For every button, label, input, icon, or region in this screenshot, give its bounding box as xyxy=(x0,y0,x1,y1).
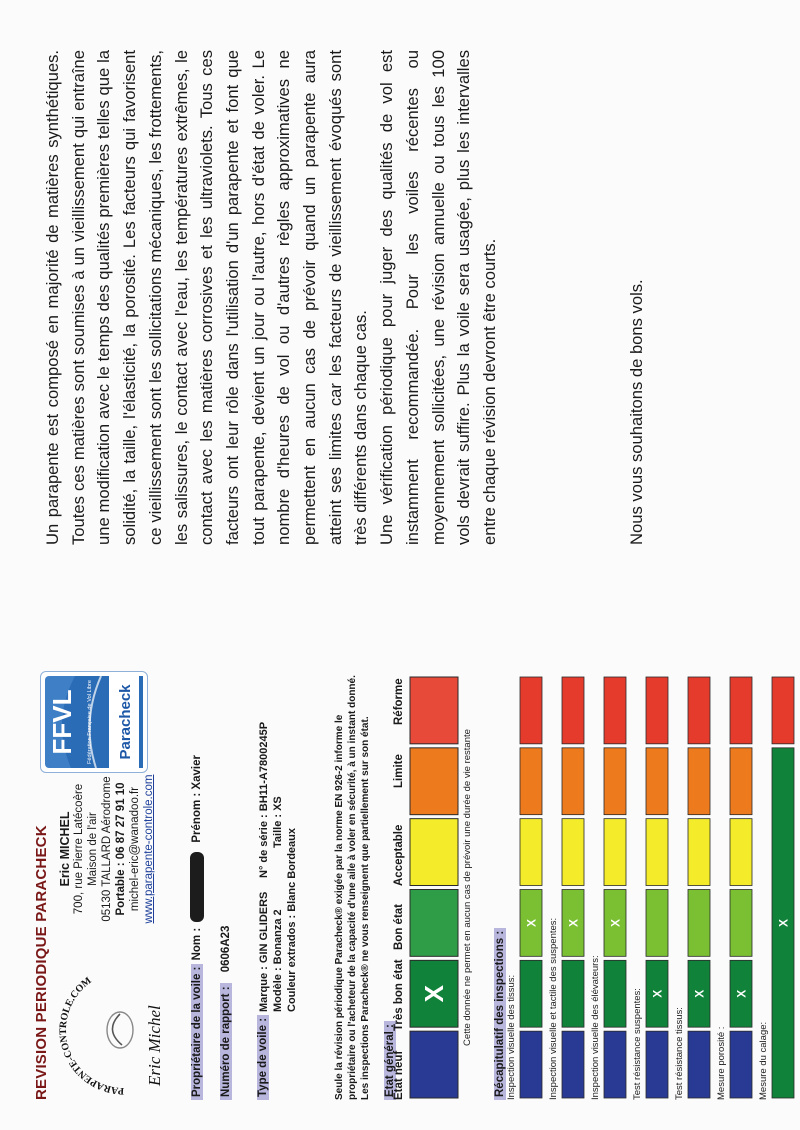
address-line2: Maison de l'air xyxy=(87,812,99,886)
inspection-segment-4 xyxy=(688,819,710,886)
inspection-segment-6 xyxy=(520,677,542,744)
notice-text: Seule la révision périodique Paracheck® exigée par la norme EN 926-2 informe le propriétaire ou l'acheteur de la capacité d'une aile à voler en sécurité, à un instant donné. Les inspections Paracheck® ne vous renseignent que partiellement sur son état. xyxy=(334,675,371,1100)
inspection-selected-mark: X xyxy=(524,918,539,927)
inspection-segment-6 xyxy=(688,677,710,744)
inspection-segment-6 xyxy=(730,677,752,744)
general-state-label: Etat général : xyxy=(380,1021,398,1100)
wing-model: Modèle : Bonanza 2 xyxy=(272,909,284,1012)
address-email: michel-eric@wanadoo.fr xyxy=(129,786,141,912)
paracheck-brand: Paracheck xyxy=(117,684,134,760)
address-website: www.parapente-controle.com xyxy=(143,774,155,924)
inspection-segment-1 xyxy=(520,1031,542,1098)
inspection-segment-1 xyxy=(562,1031,584,1098)
body-paragraph: Un parapente est composé en majorité de matières synthétiques. Toutes ces matières sont soumises à un vieillissement qui entraîne une modification avec le temps des qualités premières telles que la solidité, la taille, l'élasticité, la porosité. Les facteurs qui favorisent ce vieillissement sont les sollicitations mécaniques, les frottements, les salissures, le contact avec l'eau, les températures extrêmes, le contact avec les matières corrosives et les ultraviolets. Tous ces facteurs ont leur rôle dans l'utilisation d'un parapente et font que tout parapente, devient un jour ou l'autre, hors d'état de voler. Le nombre d'heures de vol ou d'autres règles approximatives ne permettent en aucun cas de prévoir quand un parapente aura atteint ses limites car les facteurs de vieillissement évoqués sont très différents dans chaque cas. xyxy=(43,50,371,545)
inspection-segment-5 xyxy=(646,748,668,815)
recap-label: Récapitulatif des inspections : xyxy=(490,928,508,1100)
inspection-segment-3 xyxy=(688,890,710,957)
wing-serial-info xyxy=(257,722,285,878)
general-segment-3 xyxy=(410,890,458,957)
inspection-label: Inspection visuelle et tactile des suspentes: xyxy=(548,917,559,1100)
ffvl-acronym: FFVL xyxy=(47,689,77,755)
inspection-selected-mark: X xyxy=(650,989,665,998)
owner-line xyxy=(190,755,204,1100)
inspection-segment-4 xyxy=(646,819,668,886)
owner-nom-label: Nom : xyxy=(191,927,204,961)
inspection-segment-4 xyxy=(730,819,752,886)
controle-stamp-icon xyxy=(54,960,174,1100)
general-segment-4 xyxy=(410,819,458,886)
level-header: Réforme xyxy=(393,678,405,725)
owner-label: Propriétaire de la voile : xyxy=(191,964,203,1100)
general-state-headers xyxy=(393,675,407,1100)
inspection-segment-5 xyxy=(562,748,584,815)
inspection-label: Mesure du calage: xyxy=(758,1021,769,1100)
inspection-selected-mark: X xyxy=(776,918,791,927)
inspection-label: Inspection visuelle des tissus: xyxy=(506,974,517,1100)
report-number: 0606A23 xyxy=(220,925,232,973)
level-header: Bon état xyxy=(393,904,405,950)
inspection-bar xyxy=(770,675,796,1100)
inspection-label: Test résistance tissus: xyxy=(674,1007,685,1100)
inspection-segment-2 xyxy=(562,960,584,1027)
general-state-note: Cette donnée ne permet en aucun cas de prévoir une durée de vie restante xyxy=(462,729,473,1046)
inspection-segment-6 xyxy=(604,677,626,744)
wing-type-label: Type de voile : xyxy=(257,1015,269,1100)
report-line xyxy=(220,926,232,1100)
level-header: Acceptable xyxy=(393,824,405,886)
inspection-segment-6 xyxy=(646,677,668,744)
wing-size: Taille : XS xyxy=(272,796,284,848)
report-label: Numéro de rapport : xyxy=(220,983,232,1100)
address-block xyxy=(58,774,156,924)
address-name: Eric MICHEL xyxy=(58,811,72,887)
inspection-segment-3 xyxy=(730,890,752,957)
inspection-segment-4 xyxy=(520,819,542,886)
inspection-label: Test résistance suspentes: xyxy=(632,988,643,1100)
inspection-segment-1 xyxy=(688,1031,710,1098)
level-header: Très bon état xyxy=(393,959,405,1031)
inspection-segment-4 xyxy=(604,819,626,886)
stamp-text: PARAPENTE-CONTROLE.COM xyxy=(57,975,125,1097)
inspection-segment-2 xyxy=(772,677,794,744)
body-paragraph: Une vérification périodique pour juger des qualités de vol est instamment recommandée. Pour les voiles récentes ou moyennement sollicitées, une révision annuelle ou tous les 100 vols devrait suffire. Plus la voile sera usagée, plus les intervalles entre chaque révision devront être courts. xyxy=(377,50,499,545)
inspection-label: Inspection visuelle des élévateurs: xyxy=(590,955,601,1100)
inspection-segment-6 xyxy=(562,677,584,744)
inspection-bar xyxy=(644,675,670,1100)
document-title: REVISION PERIODIQUE PARACHECK xyxy=(33,825,50,1100)
inspection-segment-5 xyxy=(688,748,710,815)
inspection-segment-1 xyxy=(646,1031,668,1098)
general-segment-6 xyxy=(410,677,458,744)
inspection-selected-mark: X xyxy=(608,918,623,927)
general-selected-mark: X xyxy=(419,985,449,1003)
inspection-selected-mark: X xyxy=(566,918,581,927)
inspection-segment-2 xyxy=(604,960,626,1027)
owner-prenom: Xavier xyxy=(191,755,204,790)
level-header: Limite xyxy=(393,754,405,788)
inspection-selected-mark: X xyxy=(692,989,707,998)
signature: Eric Michel xyxy=(145,1005,164,1086)
inspection-bar xyxy=(560,675,586,1100)
inspection-segment-4 xyxy=(562,819,584,886)
closing-line: Nous vous souhaitons de bons vols. xyxy=(627,279,646,545)
address-line1: 700, rue Pierre Latécoère xyxy=(73,783,85,915)
wing-type-label-box xyxy=(257,1015,269,1100)
owner-prenom-label: Prénom : xyxy=(191,792,204,843)
wing-serial: N° de série : BH11-A7800245P xyxy=(258,721,270,878)
inspection-segment-3 xyxy=(646,890,668,957)
address-line3: 05130 TALLARD Aérodrome xyxy=(101,776,113,922)
general-segment-1 xyxy=(410,1031,458,1098)
redacted-name xyxy=(190,852,204,922)
wing-color: Couleur extrados : Blanc Bordeaux xyxy=(286,828,298,1012)
inspection-segment-1 xyxy=(730,1031,752,1098)
general-state-bar xyxy=(408,675,460,1100)
inspection-selected-mark: X xyxy=(734,989,749,998)
ffvl-federation: Fédération Française de Vol Libre xyxy=(87,680,93,764)
inspection-label: Mesure porosité : xyxy=(716,1026,727,1100)
body-text xyxy=(40,50,503,545)
inspection-bar xyxy=(518,675,544,1100)
general-segment-5 xyxy=(410,748,458,815)
ffvl-logo xyxy=(40,671,148,773)
inspection-bar xyxy=(602,675,628,1100)
inspection-bar xyxy=(728,675,754,1100)
inspection-segment-2 xyxy=(520,960,542,1027)
inspection-segment-1 xyxy=(604,1031,626,1098)
inspection-bar xyxy=(686,675,712,1100)
inspection-segment-5 xyxy=(520,748,542,815)
wing-brand: Marque : GIN GLIDERS xyxy=(258,891,270,1012)
inspection-segment-5 xyxy=(604,748,626,815)
level-header: État neuf xyxy=(393,1050,405,1100)
address-phone: Portable : 06 87 27 91 10 xyxy=(115,782,127,916)
inspection-segment-5 xyxy=(730,748,752,815)
